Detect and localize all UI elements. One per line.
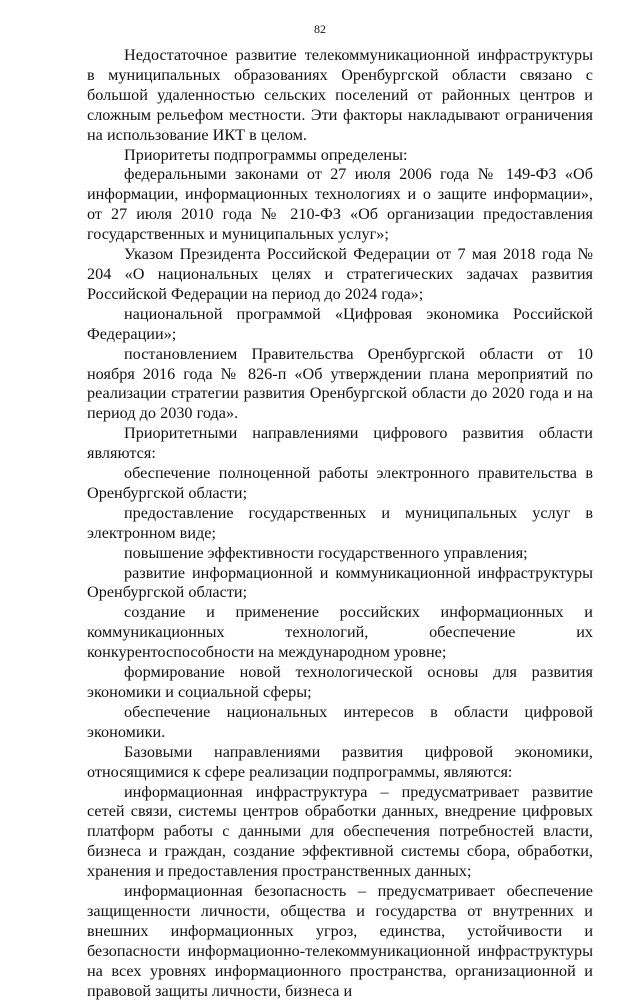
list-item: создание и применение российских информационных и коммуникационных технологий, обеспечение их конкурентоспособности на международном уровне; — [87, 603, 593, 662]
list-item: предоставление государственных и муниципальных услуг в электронном виде; — [87, 503, 593, 542]
body-text — [87, 46, 593, 1002]
list-item: обеспечение национальных интересов в области цифровой экономики. — [87, 702, 593, 741]
list-item: развитие информационной и коммуникационной инфраструктуры Оренбургской области; — [87, 563, 593, 602]
paragraph-government-resolution: постановлением Правительства Оренбургской области от 10 ноября 2016 года № 826-п «Об утверждении плана мероприятий по реализации стратегии развития Оренбургской области до 2020 года и на период до 2030 года». — [87, 344, 593, 423]
page-number: 82 — [314, 22, 326, 36]
paragraph-information-infrastructure: информационная инфраструктура – предусматривает развитие сетей связи, системы центров обработки данных, внедрение цифровых платформ работы с данными для обеспечения потребностей власти, бизнеса и граждан, создание эффективной системы сбора, обработки, хранения и предоставления пространственных данных; — [87, 782, 593, 881]
paragraph-priorities-heading: Приоритеты подпрограммы определены: — [124, 145, 408, 164]
paragraph-directions-heading: Приоритетными направлениями цифрового развития области являются: — [87, 424, 593, 463]
paragraph-presidential-decree: Указом Президента Российской Федерации от 7 мая 2018 года № 204 «О национальных целях и стратегических задачах развития Российской Федерации на период до 2024 года»; — [87, 245, 593, 303]
paragraph-information-security: информационная безопасность – предусматривает обеспечение защищенности личности, общества и государства от внутренних и внешних информационных угроз, единства, устойчивости и безопасности информационно-телекоммуникационной инфраструктуры на всех уровнях информационного пространства, организационной и правовой защиты личности, бизнеса и — [87, 882, 593, 1000]
list-item: обеспечение полноценной работы электронного правительства в Оренбургской области; — [87, 464, 593, 502]
list-item: формирование новой технологической основы для развития экономики и социальной сферы; — [87, 663, 593, 701]
list-item: повышение эффективности государственного управления; — [124, 543, 528, 562]
paragraph-basic-directions-heading: Базовыми направлениями развития цифровой экономики, относящимися к сфере реализации подпрограммы, являются: — [87, 742, 593, 781]
paragraph-intro: Недостаточное развитие телекоммуникационной инфраструктуры в муниципальных образованиях Оренбургской области связано с большой удаленностью сельских поселений от районных центров и сложным рельефом местности. Эти факторы накладывают ограничения на использование ИКТ в целом. — [87, 46, 593, 144]
paragraph-national-program: национальной программой «Цифровая экономика Российской Федерации»; — [87, 304, 593, 343]
paragraph-federal-laws: федеральными законами от 27 июля 2006 года № 149-ФЗ «Об информации, информационных технологиях и о защите информации», от 27 июля 2010 года № 210-ФЗ «Об организации предоставления государственных и муниципальных услуг»; — [87, 165, 593, 244]
